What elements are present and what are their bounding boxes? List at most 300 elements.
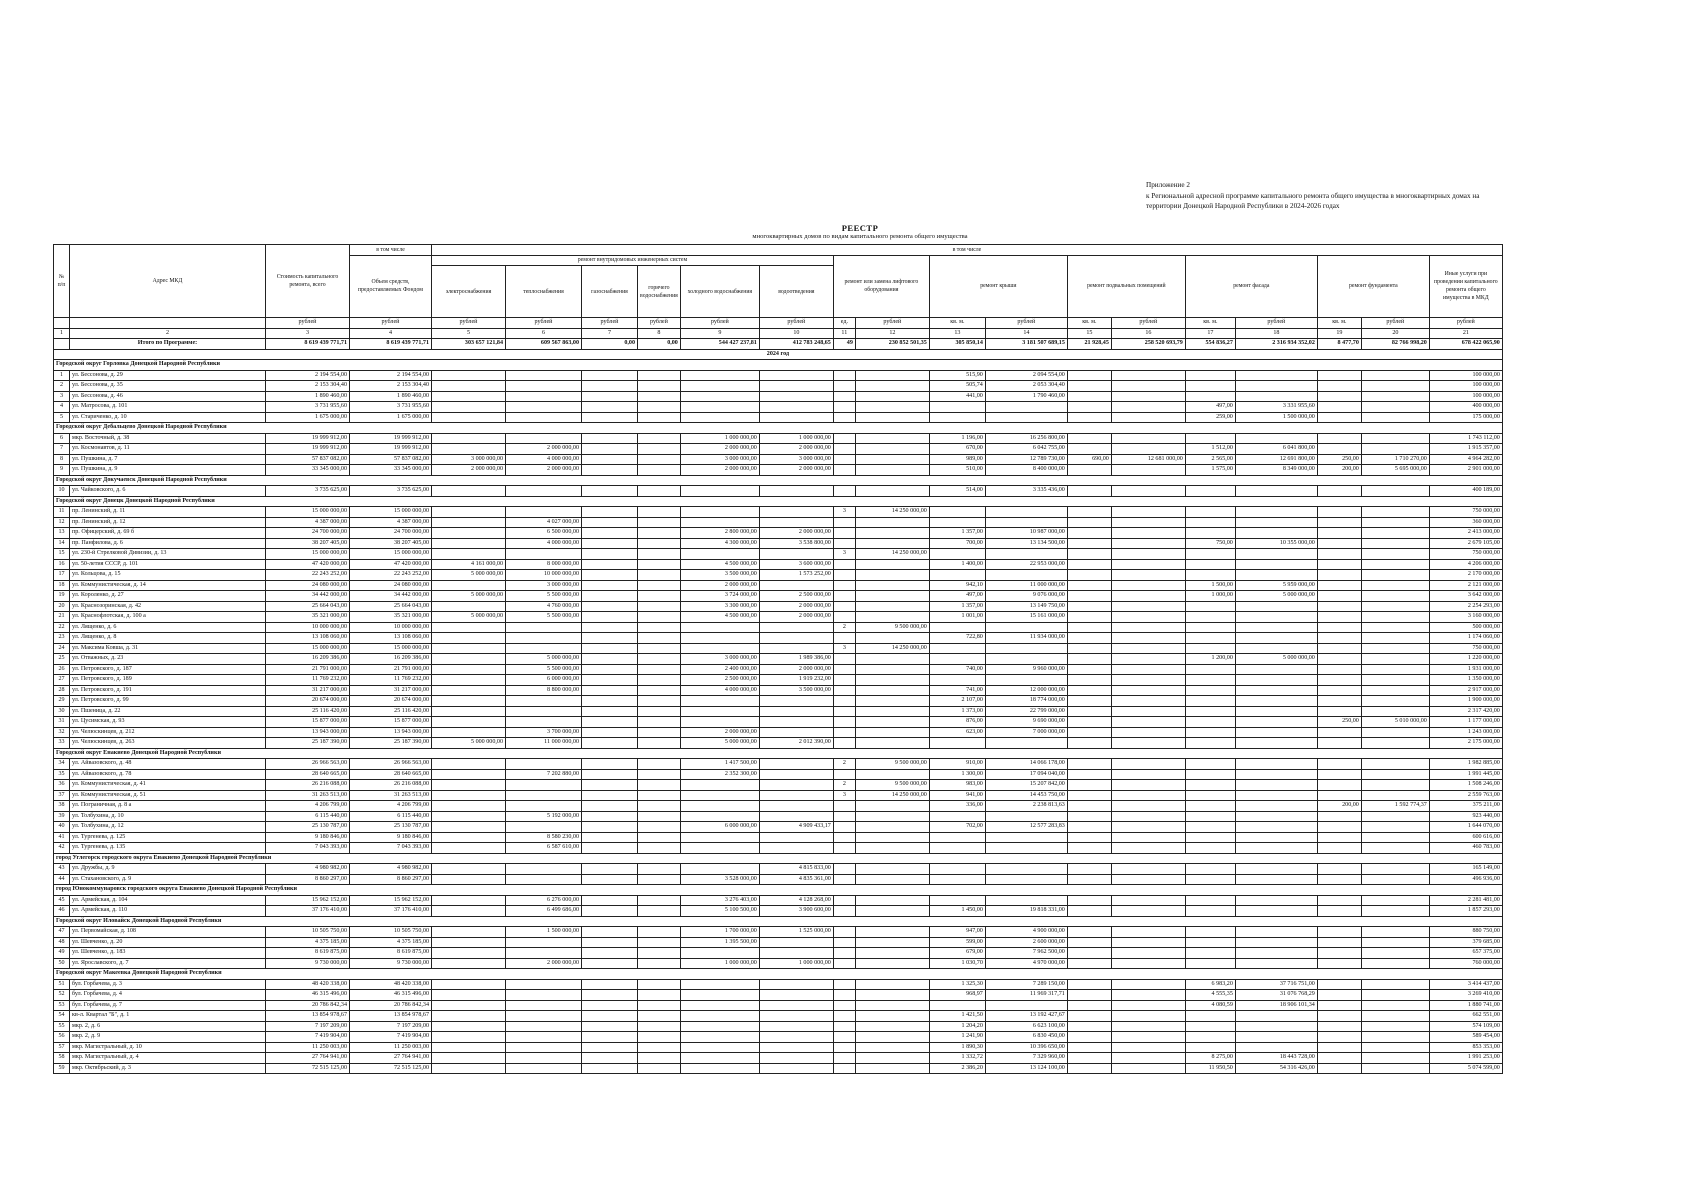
value-cell: 5 100 500,00 [680,906,759,917]
value-cell [1185,895,1235,906]
address-cell: ул. Космонавтов, д. 11 [70,444,266,455]
value-cell: 1 790 460,00 [985,391,1067,402]
value-cell [432,1021,506,1032]
value-cell: 2 000 000,00 [680,727,759,738]
value-cell [582,580,638,591]
value-cell: 3 642 000,00 [1429,591,1502,602]
value-cell [638,643,681,654]
value-cell [1111,801,1185,812]
value-cell [582,790,638,801]
value-cell: 3 335 436,00 [985,486,1067,497]
value-cell [1111,696,1185,707]
value-cell [833,528,855,539]
value-cell [638,706,681,717]
table-row [54,675,1503,686]
value-cell [1111,979,1185,990]
value-cell: 8 860 297,00 [266,874,350,885]
value-cell [680,706,759,717]
value-cell [1361,549,1429,560]
section-title: Городской округ Дебальцево Донецкой Народной Республики [54,423,1503,434]
value-cell [582,381,638,392]
value-cell [929,622,985,633]
value-cell [759,580,833,591]
value-cell [1067,822,1111,833]
value-cell [855,633,929,644]
value-cell [833,937,855,948]
value-cell [1361,822,1429,833]
value-cell [855,391,929,402]
value-cell [1317,769,1361,780]
value-cell [833,696,855,707]
value-cell [1067,633,1111,644]
address-cell: ул. Армейская, д. 104 [70,895,266,906]
value-cell [432,643,506,654]
value-cell: 27 764 941,00 [266,1053,350,1064]
value-cell [680,780,759,791]
document-title: РЕЕСТР [841,223,879,233]
column-number-cell: 9 [680,328,759,339]
value-cell [1317,486,1361,497]
value-cell [1317,759,1361,770]
value-cell [432,391,506,402]
value-cell [1111,1000,1185,1011]
value-cell [1317,601,1361,612]
total-cell: 8 619 439 771,71 [266,339,350,350]
value-cell [638,864,681,875]
value-cell: 6 000 000,00 [506,675,582,686]
value-cell: 497,00 [1185,402,1235,413]
value-cell [759,979,833,990]
address-cell: ул. Ярославского, д. 7 [70,958,266,969]
value-cell: 722,80 [929,633,985,644]
value-cell [1235,633,1317,644]
value-cell: 13 124 100,00 [985,1063,1067,1074]
address-cell: мкр. 2, д. 6 [70,1021,266,1032]
value-cell [582,1063,638,1074]
value-cell: 1 200,00 [1185,654,1235,665]
value-cell [432,517,506,528]
section-row [54,423,1503,434]
value-cell [1067,927,1111,938]
value-cell [1067,906,1111,917]
value-cell: 1 890 460,00 [266,391,350,402]
value-cell [929,412,985,423]
value-cell [1361,906,1429,917]
row-number: 25 [54,654,70,665]
value-cell [985,402,1067,413]
value-cell [1185,717,1235,728]
value-cell [1235,790,1317,801]
value-cell: 48 420 338,00 [350,979,432,990]
value-cell: 57 837 082,00 [266,454,350,465]
value-cell [432,654,506,665]
value-cell [1111,517,1185,528]
value-cell: 9 730 000,00 [350,958,432,969]
value-cell: 4 206 000,00 [1429,559,1502,570]
value-cell: 2 917 000,00 [1429,685,1502,696]
value-cell [680,643,759,654]
value-cell [929,675,985,686]
address-cell: ул. Челюскинцев, д. 263 [70,738,266,749]
row-number: 17 [54,570,70,581]
value-cell: 2 000 000,00 [759,601,833,612]
value-cell: 2 352 300,00 [680,769,759,780]
value-cell [1067,412,1111,423]
value-cell [582,843,638,854]
value-cell [1361,864,1429,875]
total-cell: 2 316 934 352,02 [1235,339,1317,350]
value-cell [506,1021,582,1032]
value-cell [638,612,681,623]
value-cell [1067,444,1111,455]
table-row [54,906,1503,917]
value-cell [855,675,929,686]
value-cell: 4 080,59 [1185,1000,1235,1011]
value-cell [582,654,638,665]
value-cell [1067,769,1111,780]
value-cell [1185,738,1235,749]
table-row [54,507,1503,518]
value-cell [1235,675,1317,686]
value-cell: 5 695 000,00 [1361,465,1429,476]
value-cell: 3 [833,643,855,654]
column-number-cell: 5 [432,328,506,339]
year-row [54,349,1503,360]
value-cell [1317,370,1361,381]
column-number-cell: 15 [1067,328,1111,339]
value-cell [929,643,985,654]
value-cell: 14 250 000,00 [855,790,929,801]
value-cell [432,696,506,707]
address-cell: ул. Кольцова, д. 15 [70,570,266,581]
value-cell [638,402,681,413]
value-cell [1361,843,1429,854]
value-cell [833,1042,855,1053]
value-cell: 2 094 554,00 [985,370,1067,381]
value-cell [1235,570,1317,581]
value-cell: 1 373,00 [929,706,985,717]
value-cell: 33 345 000,00 [350,465,432,476]
row-number: 45 [54,895,70,906]
value-cell [1317,706,1361,717]
total-cell: 678 422 065,90 [1429,339,1502,350]
address-cell: ул. Отважных, д. 23 [70,654,266,665]
table-row [54,1032,1503,1043]
value-cell [855,381,929,392]
value-cell [1235,601,1317,612]
table-row [54,580,1503,591]
value-cell [1235,927,1317,938]
value-cell [1185,433,1235,444]
value-cell [1317,790,1361,801]
table-row [54,979,1503,990]
address-cell: мкр. Восточный, д. 38 [70,433,266,444]
table-row [54,486,1503,497]
value-cell [432,990,506,1001]
value-cell [582,444,638,455]
value-cell [638,717,681,728]
table-row [54,381,1503,392]
value-cell [582,706,638,717]
column-number-cell: 12 [855,328,929,339]
value-cell [1361,517,1429,528]
value-cell: 5 010 000,00 [1361,717,1429,728]
value-cell: 1 982 885,00 [1429,759,1502,770]
value-cell: 1 400,00 [929,559,985,570]
value-cell [1361,937,1429,948]
value-cell [1361,1042,1429,1053]
value-cell: 15 000 000,00 [350,549,432,560]
value-cell [506,864,582,875]
value-cell [1111,717,1185,728]
column-number-cell: 19 [1317,328,1361,339]
value-cell [582,1000,638,1011]
units-cell: рублей [855,318,929,329]
value-cell [1185,832,1235,843]
value-cell: 1 900 000,00 [1429,696,1502,707]
value-cell [759,811,833,822]
value-cell: 11 969 317,71 [985,990,1067,1001]
value-cell: 2 000 000,00 [680,444,759,455]
value-cell [582,465,638,476]
table-row [54,948,1503,959]
section-row [54,916,1503,927]
value-cell: 6 115 440,00 [350,811,432,822]
value-cell [1067,1042,1111,1053]
value-cell: 2 000 000,00 [759,528,833,539]
value-cell [1111,591,1185,602]
value-cell [1361,832,1429,843]
address-cell: ул. Петровского, д. 187 [70,664,266,675]
value-cell [506,937,582,948]
value-cell: 1 573 252,00 [759,570,833,581]
value-cell [1361,675,1429,686]
value-cell [985,1000,1067,1011]
value-cell [432,381,506,392]
units-cell: рублей [266,318,350,329]
column-number-cell: 14 [985,328,1067,339]
row-number: 33 [54,738,70,749]
value-cell [1067,738,1111,749]
value-cell [759,990,833,1001]
value-cell: 1 243 000,00 [1429,727,1502,738]
value-cell [582,517,638,528]
value-cell: 942,10 [929,580,985,591]
value-cell [582,696,638,707]
value-cell: 12 681 000,00 [1111,454,1185,465]
value-cell [759,381,833,392]
value-cell: 100 000,00 [1429,381,1502,392]
value-cell: 5 000 000,00 [432,570,506,581]
value-cell: 25 664 043,00 [350,601,432,612]
table-row [54,517,1503,528]
row-number: 52 [54,990,70,1001]
value-cell: 5 500 000,00 [506,664,582,675]
value-cell [759,633,833,644]
row-number: 2 [54,381,70,392]
value-cell: 2 [833,759,855,770]
row-number: 39 [54,811,70,822]
column-number-cell: 2 [70,328,266,339]
value-cell: 20 674 000,00 [350,696,432,707]
header-foundation: ремонт фундамента [1317,255,1429,318]
value-cell: 2 170 000,00 [1429,570,1502,581]
value-cell [759,370,833,381]
value-cell [1317,549,1361,560]
value-cell: 4 500 000,00 [680,559,759,570]
header-electric: электроснабжения [432,266,506,318]
value-cell [1235,948,1317,959]
value-cell [1361,412,1429,423]
row-number: 46 [54,906,70,917]
value-cell [1067,1000,1111,1011]
value-cell [582,1032,638,1043]
value-cell [1235,1032,1317,1043]
value-cell [855,591,929,602]
value-cell [582,1042,638,1053]
value-cell: 8 349 000,00 [1235,465,1317,476]
value-cell [1067,507,1111,518]
table-row [54,685,1503,696]
value-cell [582,643,638,654]
value-cell: 1 000,00 [1185,591,1235,602]
value-cell [855,1053,929,1064]
value-cell: 25 130 787,00 [350,822,432,833]
value-cell [1111,412,1185,423]
address-cell: ул. Шевченко, д. 20 [70,937,266,948]
value-cell [1185,528,1235,539]
value-cell [1111,832,1185,843]
value-cell [638,517,681,528]
value-cell [1067,580,1111,591]
value-cell [1235,769,1317,780]
value-cell [833,1011,855,1022]
value-cell: 5 500 000,00 [506,612,582,623]
value-cell [855,1032,929,1043]
appendix-line: к Региональной адресной программе капитального ремонта общего имущества в многоквартирных домах на [1146,191,1480,200]
value-cell [1361,570,1429,581]
value-cell [1185,927,1235,938]
value-cell [1361,528,1429,539]
header-gas: газоснабжения [582,266,638,318]
units-cell: кв. м. [1317,318,1361,329]
value-cell: 35 321 000,00 [350,612,432,623]
column-number-cell: 17 [1185,328,1235,339]
address-cell: пр. Офицерский, д. 69 б [70,528,266,539]
value-cell [1185,1032,1235,1043]
value-cell [582,1021,638,1032]
table-row [54,391,1503,402]
value-cell: 4 980 982,00 [266,864,350,875]
value-cell [985,549,1067,560]
total-cell: 554 836,27 [1185,339,1235,350]
table-row [54,570,1503,581]
value-cell [638,895,681,906]
table-row [54,843,1503,854]
table-row [54,958,1503,969]
value-cell [985,864,1067,875]
value-cell [1235,643,1317,654]
value-cell [929,874,985,885]
value-cell [1067,622,1111,633]
value-cell [855,528,929,539]
value-cell [638,559,681,570]
value-cell [1067,811,1111,822]
value-cell [1317,685,1361,696]
value-cell: 1 332,72 [929,1053,985,1064]
value-cell [1067,433,1111,444]
value-cell: 3 724 000,00 [680,591,759,602]
value-cell [855,517,929,528]
value-cell: 2 000 000,00 [759,612,833,623]
value-cell: 2 238 813,63 [985,801,1067,812]
value-cell [855,769,929,780]
value-cell: 37 716 751,00 [1235,979,1317,990]
address-cell: пр. Ленинский, д. 11 [70,507,266,518]
value-cell [1185,559,1235,570]
value-cell [432,958,506,969]
value-cell: 20 786 842,34 [350,1000,432,1011]
value-cell: 3 000 000,00 [680,654,759,665]
value-cell [638,759,681,770]
value-cell [506,507,582,518]
value-cell [1235,738,1317,749]
row-number: 22 [54,622,70,633]
value-cell [1317,412,1361,423]
value-cell [1317,948,1361,959]
value-cell [1361,1000,1429,1011]
address-cell: ул. Пушкина, д. 7 [70,454,266,465]
value-cell: 7 289 150,00 [985,979,1067,990]
value-cell [1317,507,1361,518]
value-cell: 1 890 460,00 [350,391,432,402]
value-cell [432,549,506,560]
value-cell: 4 900 000,00 [985,927,1067,938]
value-cell [1235,517,1317,528]
value-cell [506,549,582,560]
value-cell: 4 027 000,00 [506,517,582,528]
value-cell [929,507,985,518]
value-cell [506,391,582,402]
value-cell: 4 000 000,00 [506,454,582,465]
value-cell [582,1011,638,1022]
appendix-line: территории Донецкой Народной Республики в 2024-2026 годах [1146,202,1340,210]
value-cell: 100 000,00 [1429,370,1502,381]
value-cell [833,591,855,602]
value-cell [855,685,929,696]
value-cell [1235,937,1317,948]
value-cell [582,895,638,906]
row-number: 38 [54,801,70,812]
value-cell [929,402,985,413]
header-heat: теплоснабжения [506,266,582,318]
value-cell [680,979,759,990]
value-cell: 2 153 304,40 [350,381,432,392]
value-cell [1111,990,1185,1001]
value-cell: 34 442 000,00 [266,591,350,602]
value-cell: 1 500 000,00 [1235,412,1317,423]
value-cell [1111,549,1185,560]
value-cell [638,654,681,665]
value-cell: 13 108 060,00 [350,633,432,644]
value-cell: 2 559 763,00 [1429,790,1502,801]
value-cell [1317,1011,1361,1022]
value-cell [506,1042,582,1053]
value-cell [855,948,929,959]
value-cell [582,990,638,1001]
header-drainage: водоотведения [759,266,833,318]
value-cell [582,486,638,497]
